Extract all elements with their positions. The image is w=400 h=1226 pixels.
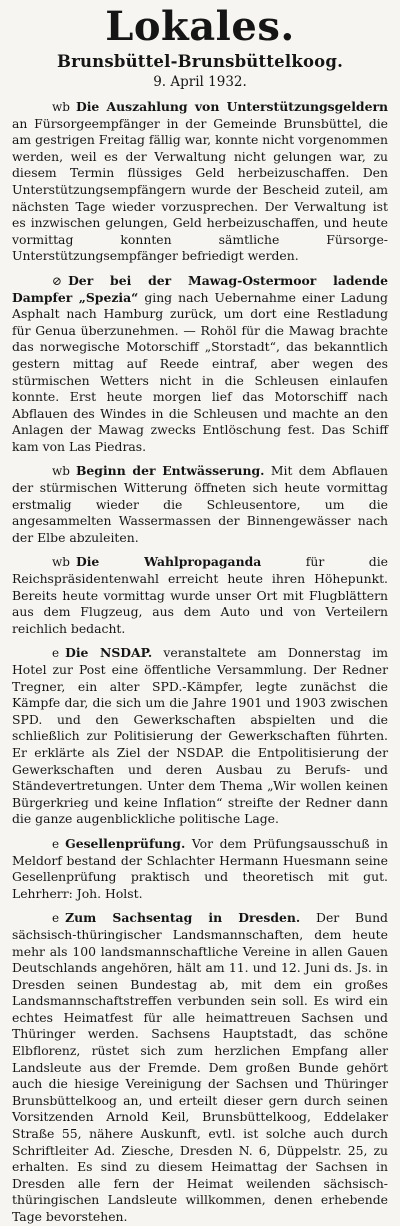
article-heading: Zum Sachsentag in Dresden.: [65, 910, 301, 926]
article-body: für die Reichspräsidentenwahl erreicht heute ihren Höhepunkt. Bereits heute vormittag wurde unser Ort mit Flugblättern aus dem Flugzeug, aus dem Auto und von Verteilern reichlich bedacht.: [12, 554, 388, 636]
article-body: Der Bund sächsisch-thüringischer Landsmannschaften, dem heute mehr als 100 landsmannschaftliche Vereine in allen Gauen Deutschlands angehören, hält am 11. und 12. Juni ds. Js. in Dresden seinen Bundestag ab, mit dem ein großes Landsmannschaftstreffen verbunden sein soll. Es wird ein echtes Heimatfest für alle heimattreuen Sachsen und Thüringer werden. Sachsens Hauptstadt, das schöne Elbflorenz, rüstet sich zum herzlichen Empfang aller Landsleute aus der Fremde. Dem großen Bunde gehört auch die hiesige Vereinigung der Sachsen und Thüringer Brunsbüttelkoog an, und erteilt dieser gern durch seinen Vorsitzenden Arnold Keil, Brunsbüttelkoog, Eddelaker Straße 55, nähere Auskunft, evtl. ist solche auch durch Schriftleiter Ad. Ziesche, Dresden N. 6, Düppelstr. 25, zu erhalten. Es sind zu diesem Heimattag der Sachsen in Dresden alle fern der Heimat weilenden sächsisch-thüringischen Landsleute willkommen, denen erhebende Tage bevorstehen.: [12, 910, 388, 1224]
article-heading: Die NSDAP.: [65, 645, 153, 661]
correspondent-mark: e: [52, 646, 60, 661]
article-body: Vor dem Prüfungsausschuß in Meldorf bestand der Schlachter Hermann Huesmann seine Gesellenprüfung praktisch und theoretisch mit gut. Lehrherr: Joh. Holst.: [12, 835, 388, 901]
article-body: Mit dem Abflauen der stürmischen Witterung öffneten sich heute vormittag erstmalig wieder die Schleusentore, um die angesammelten Wassermassen der Binnengewässer nach der Elbe abzuleiten.: [12, 463, 388, 545]
article-heading: Der bei der Mawag-Ostermoor ladende Dampfer „Spezia“: [12, 272, 388, 305]
article-heading: Die Wahlpropaganda: [75, 554, 262, 570]
article-dampfer-spezia: [12, 273, 388, 456]
correspondent-mark: wb: [52, 464, 70, 479]
article-unterstuetzungsgelder: [12, 99, 388, 265]
correspondent-mark: wb: [52, 100, 70, 114]
correspondent-mark: e: [52, 836, 60, 851]
article-gesellenpruefung: [12, 836, 388, 902]
section-title: Lokales.: [105, 3, 295, 50]
article-heading: Beginn der Entwässerung.: [75, 463, 265, 479]
article-list: [12, 99, 388, 1226]
article-heading: Die Auszahlung von Unterstützungsgeldern: [75, 99, 388, 114]
dateline: 9. April 1932.: [153, 74, 247, 90]
article-heading: Gesellenprüfung.: [65, 835, 186, 851]
locality-heading: Brunsbüttel-Brunsbüttelkoog.: [56, 52, 344, 71]
article-wahlpropaganda: [12, 554, 388, 637]
article-sachsentag: [12, 910, 388, 1225]
article-nsdap-versammlung: [12, 645, 388, 828]
article-body: ging nach Uebernahme einer Ladung Asphalt nach Hamburg zurück, um dort eine Restladung für Genua überzunehmen. — Rohöl für die Mawag brachte das norwegische Motorschiff „Storstadt“, das bekanntlich gestern mittag auf Reede eintraf, aber wegen des stürmischen Wetters nicht in die Schleusen einlaufen konnte. Erst heute morgen lief das Motorschiff nach Abflauen des Windes in die Schleusen und machte an den Anlagen der Mawag zwecks Entlöschung fest. Das Schiff kam von Las Piedras.: [12, 289, 388, 454]
masthead: [12, 4, 388, 91]
correspondent-mark: wb: [52, 555, 70, 570]
article-body: veranstaltete am Donnerstag im Hotel zur Post eine öffentliche Versammlung. Der Redner Tregner, ein alter SPD.-Kämpfer, legte zunächst die Kämpfe dar, die sich um die Jahre 1901 und 1903 zwischen SPD. und den Gewerkschaften abspielten und die schließlich zur Politisierung der Gewerkschaften führten. Er erklärte als Ziel der NSDAP. die Entpolitisierung der Gewerkschaften und deren Ausbau zu Berufs- und Ständevertretungen. Unter dem Thema „Wir wollen keinen Bürgerkrieg und keine Inflation“ streifte der Redner dann die ganze augenblickliche politische Lage.: [12, 645, 388, 827]
correspondent-mark: ⊘: [52, 273, 63, 288]
article-entwaesserung: [12, 463, 388, 546]
article-body: an Fürsorgeempfänger in der Gemeinde Brunsbüttel, die am gestrigen Freitag fällig war, konnte nicht vorgenommen werden, weil es der Verwaltung nicht gelungen war, zu diesem Termin flüssiges Geld herbeizuschaffen. Den Unterstützungsempfängern wurde der Bescheid zuteil, am nächsten Tage wieder vorzusprechen. Der Verwaltung ist es inzwischen gelungen, Geld herbeizuschaffen, und heute vormittag konnten sämtliche Fürsorge-Unterstützungsempfänger befriedigt werden.: [12, 115, 388, 264]
correspondent-mark: e: [52, 911, 60, 926]
